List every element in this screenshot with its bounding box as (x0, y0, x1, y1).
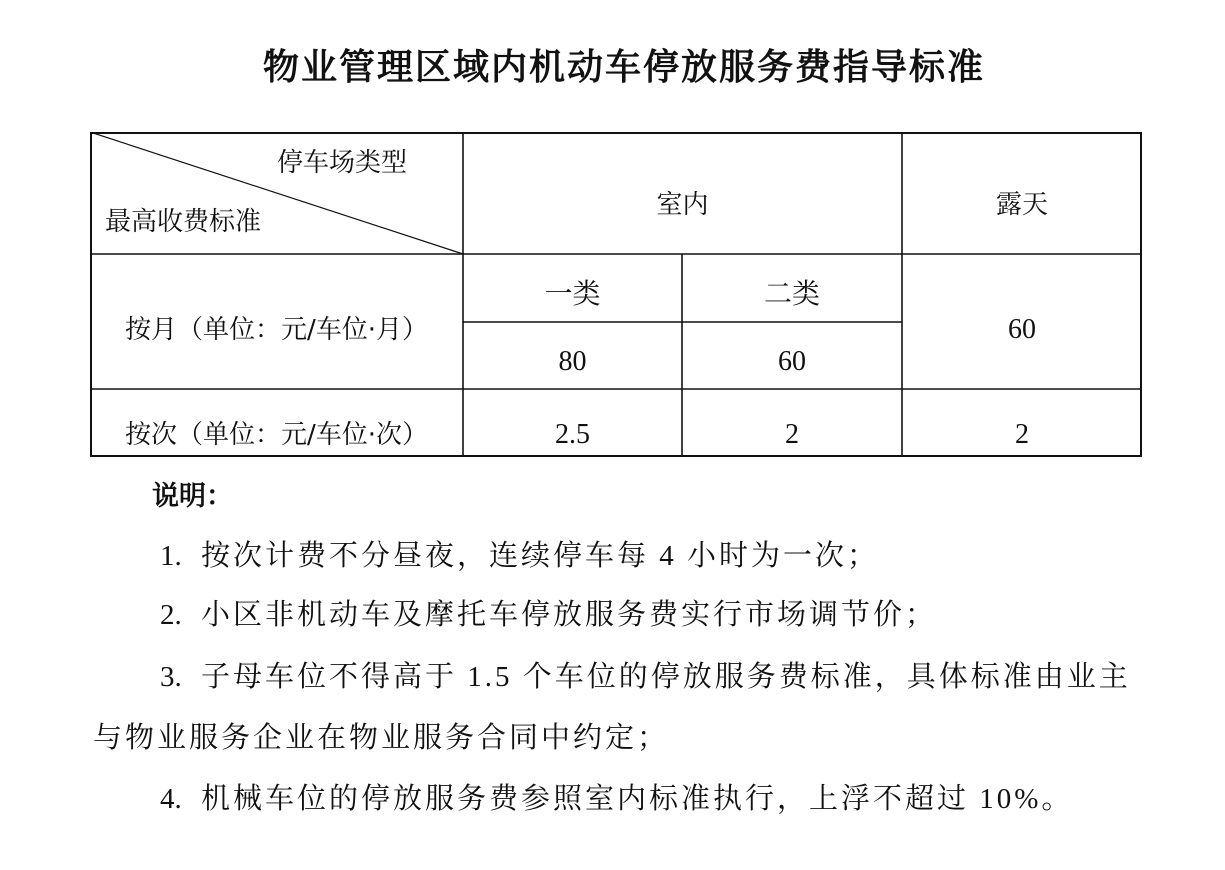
subheader-class2: 二类 (763, 279, 820, 310)
per-time-outdoor-value: 2 (1015, 419, 1029, 450)
note-item-1 (160, 538, 879, 574)
note-item-2 (160, 597, 937, 633)
note-number: 2. (160, 599, 182, 631)
note-number: 1. (160, 540, 182, 572)
note-number: 3. (160, 661, 182, 693)
monthly-outdoor-value: 60 (1008, 314, 1036, 345)
corner-header-max-fee: 最高收费标准 (105, 207, 262, 237)
note-item-4 (160, 781, 1073, 817)
note-text: 子母车位不得高于 1.5 个车位的停放服务费标准，具体标准由业主 (201, 661, 1131, 693)
notes-heading: 说明： (152, 481, 233, 512)
row-label-per-time: 按次（单位：元/车位·次） (124, 420, 429, 450)
note-number: 4. (160, 783, 182, 815)
subheader-class1: 一类 (544, 279, 601, 310)
corner-header-parking-type: 停车场类型 (277, 148, 408, 178)
note-text: 小区非机动车及摩托车停放服务费实行市场调节价； (201, 599, 938, 631)
per-time-class1-value: 2.5 (555, 419, 590, 450)
note-item-3-continuation: 与物业服务企业在物业服务合同中约定； (93, 722, 670, 754)
row-label-monthly: 按月（单位：元/车位·月） (124, 315, 429, 345)
header-indoor: 室内 (656, 190, 709, 220)
parking-fee-table (90, 132, 1142, 457)
header-outdoor: 露天 (995, 190, 1048, 220)
note-text: 按次计费不分昼夜，连续停车每 4 小时为一次； (201, 540, 880, 572)
note-text: 机械车位的停放服务费参照室内标准执行，上浮不超过 10%。 (201, 783, 1074, 815)
note-item-3 (160, 659, 1131, 695)
monthly-class2-value: 60 (778, 346, 806, 377)
monthly-class1-value: 80 (558, 346, 587, 377)
document-title: 物业管理区域内机动车停放服务费指导标准 (263, 47, 986, 88)
per-time-class2-value: 2 (785, 419, 799, 450)
